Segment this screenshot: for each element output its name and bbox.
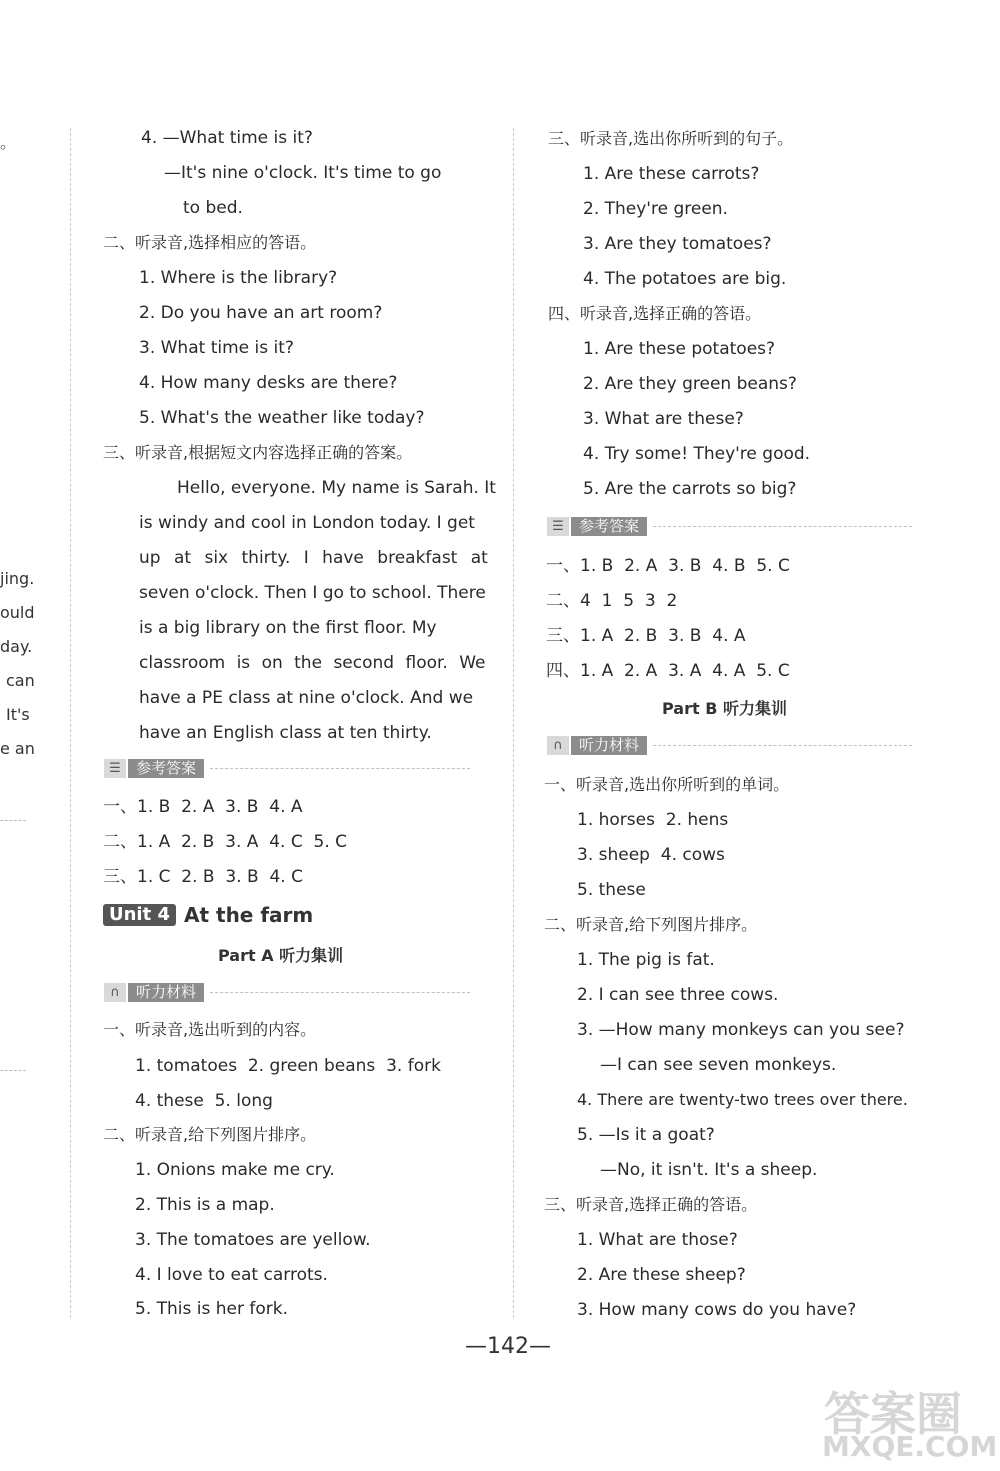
text-line: 1. The pig is fat. [577,950,715,970]
part-a-heading: Part A 听力集训 [218,946,344,965]
text-line: 4. Try some! They're good. [583,444,811,464]
answer-line: 一、1. B 2. A 3. B 4. B 5. C [546,556,790,576]
materials-label: 听力材料 [128,983,204,1002]
page-number: —142— [465,1334,551,1359]
watermark-url: MXQE.COM [822,1430,998,1463]
text-line: 3. How many cows do you have? [577,1300,857,1320]
section-heading: 四、听录音,选择正确的答语。 [548,304,762,323]
section-heading: 三、听录音,选出你所听到的句子。 [548,129,794,148]
text-line: 3. The tomatoes are yellow. [135,1230,371,1250]
text-line: 4. How many desks are there? [139,373,398,393]
answer-line: 二、4 1 5 3 2 [546,591,678,611]
text-line: 4. I love to eat carrots. [135,1265,328,1285]
text-line: —No, it isn't. It's a sheep. [600,1160,818,1180]
left-fragment: day. [0,637,33,656]
text-line: 4. The potatoes are big. [583,269,787,289]
text-line: 3. What are these? [583,409,744,429]
text-line: 2. Are these sheep? [577,1265,746,1285]
section-heading: 一、听录音,选出你所听到的单词。 [544,775,790,794]
left-fragment: 。 [0,133,17,152]
text-line: 2. They're green. [583,199,728,219]
passage-line: is a big library on the first floor. My [139,618,437,638]
left-fragment: can [6,671,35,690]
text-line: 4. these 5. long [135,1091,273,1111]
text-line: 5. This is her fork. [135,1299,288,1319]
materials-header [104,982,470,1003]
passage-line: seven o'clock. Then I go to school. There [139,583,486,603]
text-line: 5. these [577,880,646,900]
materials-header [547,735,912,756]
divider [0,820,26,821]
text-line: 2. Are they green beans? [583,374,797,394]
left-fragment: It's [6,705,30,724]
text-line: to bed. [183,198,243,218]
text-line: 5. Are the carrots so big? [583,479,797,499]
passage-line: have an English class at ten thirty. [139,723,432,743]
passage-line: is windy and cool in London today. I get [139,513,475,533]
unit-title: At the farm [184,903,314,927]
column-rule [70,128,71,1318]
text-line: 3. Are they tomatoes? [583,234,772,254]
text-line: 5. —Is it a goat? [577,1125,715,1145]
section-heading: 三、听录音,根据短文内容选择正确的答案。 [103,443,413,462]
watermark-logo: 答案圈 [824,1387,962,1441]
left-fragment: jing. [0,569,35,588]
text-line: 1. Are these carrots? [583,164,760,184]
section-heading: 三、听录音,选择正确的答语。 [544,1195,758,1214]
materials-label: 听力材料 [571,736,647,755]
section-heading: 二、听录音,选择相应的答语。 [103,233,317,252]
text-line: 1. What are those? [577,1230,738,1250]
text-line: 4. There are twenty-two trees over there. [577,1090,908,1109]
text-line: 1. Where is the library? [139,268,338,288]
unit-heading [103,903,313,927]
text-line: 2. I can see three cows. [577,985,779,1005]
part-b-heading: Part B 听力集训 [662,699,787,718]
text-line: 4. —What time is it? [141,128,313,148]
answer-key-icon: ☰ [547,517,569,536]
answer-line: 三、1. A 2. B 3. B 4. A [546,626,746,646]
text-line: 2. This is a map. [135,1195,275,1215]
section-heading: 二、听录音,给下列图片排序。 [103,1125,317,1144]
text-line: 1. horses 2. hens [577,810,729,830]
answer-line: 四、1. A 2. A 3. A 4. A 5. C [546,661,790,681]
answer-line: 一、1. B 2. A 3. B 4. A [103,797,303,817]
headphones-icon: ∩ [104,983,126,1002]
text-line: 1. Onions make me cry. [135,1160,335,1180]
text-line: 1. tomatoes 2. green beans 3. fork [135,1056,441,1076]
left-fragment: e an [0,739,35,758]
answer-key-icon: ☰ [104,759,126,778]
text-line: 2. Do you have an art room? [139,303,383,323]
answers-header [104,758,470,779]
text-line: 3. —How many monkeys can you see? [577,1020,905,1040]
text-line: 3. What time is it? [139,338,294,358]
answers-label: 参考答案 [128,759,204,778]
text-line: 3. sheep 4. cows [577,845,725,865]
text-line: 1. Are these potatoes? [583,339,776,359]
divider [0,1070,26,1071]
answer-line: 二、1. A 2. B 3. A 4. C 5. C [103,832,348,852]
answers-header [547,516,912,537]
text-line: —It's nine o'clock. It's time to go [164,163,442,183]
text-line: —I can see seven monkeys. [600,1055,837,1075]
passage-line: have a PE class at nine o'clock. And we [139,688,474,708]
text-line: 5. What's the weather like today? [139,408,425,428]
column-rule [513,128,514,1318]
answer-line: 三、1. C 2. B 3. B 4. C [103,867,303,887]
section-heading: 二、听录音,给下列图片排序。 [544,915,758,934]
left-fragment: ould [0,603,35,622]
headphones-icon: ∩ [547,736,569,755]
answers-label: 参考答案 [571,517,647,536]
passage-line: Hello, everyone. My name is Sarah. It [177,478,496,498]
passage-line: up at six thirty. I have breakfast at [139,548,488,568]
unit-badge: Unit 4 [103,904,176,926]
passage-line: classroom is on the second floor. We [139,653,486,673]
section-heading: 一、听录音,选出听到的内容。 [103,1020,317,1039]
